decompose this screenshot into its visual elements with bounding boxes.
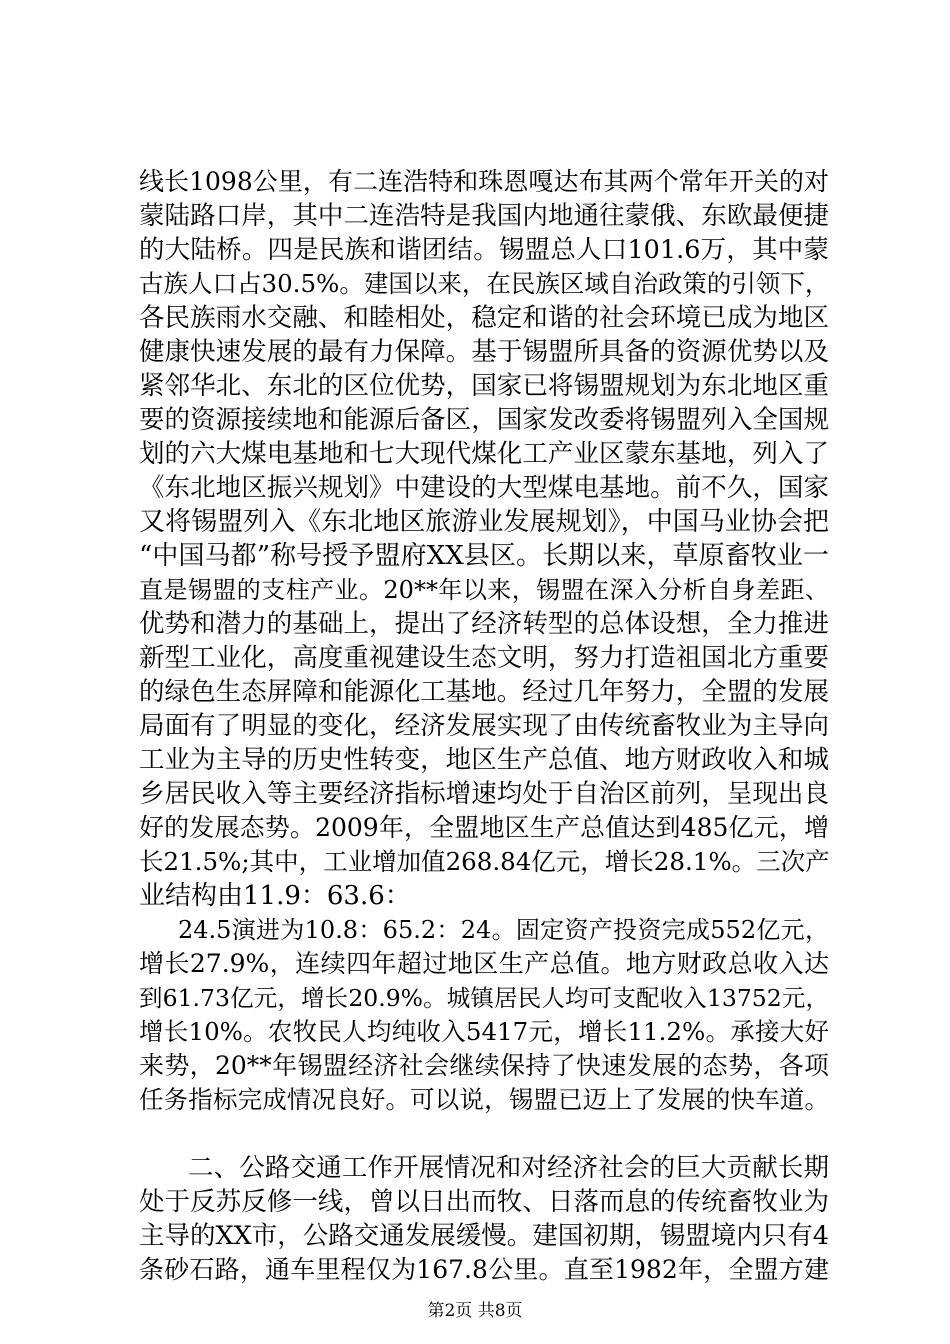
text-line: 局面有了明显的变化，经济发展实现了由传统畜牧业为主导向 xyxy=(139,711,829,741)
text-line: 健康快速发展的最有力保障。基于锡盟所具备的资源优势以及 xyxy=(139,337,829,367)
text-line: 到61.73亿元，增长20.9%。城镇居民人均可支配收入13752元， xyxy=(139,984,829,1012)
text-line: 乡居民收入等主要经济指标增速均处于自治区前列，呈现出良 xyxy=(139,779,829,809)
text-line: 紧邻华北、东北的区位优势，国家已将锡盟规划为东北地区重 xyxy=(139,371,829,401)
text-line: 的大陆桥。四是民族和谐团结。锡盟总人口101.6万，其中蒙 xyxy=(139,235,829,265)
text-line: 24.5演进为10.8：65.2：24。固定资产投资完成552亿元， xyxy=(178,916,829,944)
text-line: 线长1098公里，有二连浩特和珠恩嘎达布其两个常年开关的对 xyxy=(139,167,829,196)
text-line: 处于反苏反修一线，曾以日出而牧、日落而息的传统畜牧业为 xyxy=(139,1187,829,1217)
text-line: 优势和潜力的基础上，提出了经济转型的总体设想，全力推进 xyxy=(139,609,829,639)
text-line: “中国马都”称号授予盟府XX县区。长期以来，草原畜牧业一 xyxy=(139,541,829,571)
text-line: 业结构由11.9：63.6： xyxy=(139,881,411,911)
text-line: 要的资源接续地和能源后备区，国家发改委将锡盟列入全国规 xyxy=(139,405,829,435)
text-line: 好的发展态势。2009年，全盟地区生产总值达到485亿元，增 xyxy=(139,813,829,842)
text-line: 划的六大煤电基地和七大现代煤化工产业区蒙东基地，列入了 xyxy=(139,439,829,469)
text-line: 直是锡盟的支柱产业。20**年以来，锡盟在深入分析自身差距、 xyxy=(139,576,829,604)
text-line: 任务指标完成情况良好。可以说，锡盟已迈上了发展的快车道。 xyxy=(139,1085,829,1114)
text-line: 增长10%。农牧民人均纯收入5417元，增长11.2%。承接大好 xyxy=(139,1017,829,1046)
text-line: 长21.5%;其中，工业增加值268.84亿元，增长28.1%。三次产 xyxy=(139,847,830,876)
text-line: 主导的XX市，公路交通发展缓慢。建国初期，锡盟境内只有4 xyxy=(139,1221,830,1251)
text-line: 工业为主导的历史性转变，地区生产总值、地方财政收入和城 xyxy=(139,745,829,775)
text-line: 蒙陆路口岸，其中二连浩特是我国内地通往蒙俄、东欧最便捷 xyxy=(139,201,829,231)
text-line: 《东北地区振兴规划》中建设的大型煤电基地。前不久，国家 xyxy=(139,473,829,503)
section-heading-line: 二、公路交通工作开展情况和对经济社会的巨大贡献长期 xyxy=(188,1153,829,1183)
text-line: 又将锡盟列入《东北地区旅游业发展规划》，中国马业协会把 xyxy=(139,507,829,537)
text-line: 的绿色生态屏障和能源化工基地。经过几年努力，全盟的发展 xyxy=(139,677,829,707)
text-line: 各民族雨水交融、和睦相处，稳定和谐的社会环境已成为地区 xyxy=(139,303,829,333)
text-line: 新型工业化，高度重视建设生态文明，努力打造祖国北方重要 xyxy=(139,643,829,673)
text-line: 古族人口占30.5%。建国以来，在民族区域自治政策的引领下， xyxy=(139,269,830,298)
text-line: 条砂石路，通车里程仅为167.8公里。直至1982年，全盟方建 xyxy=(139,1255,829,1284)
text-line: 增长27.9%，连续四年超过地区生产总值。地方财政总收入达 xyxy=(139,949,829,978)
text-line: 来势，20**年锡盟经济社会继续保持了快速发展的态势，各项 xyxy=(139,1051,829,1080)
page-number-footer: 第2页 共8页 xyxy=(427,1301,523,1321)
